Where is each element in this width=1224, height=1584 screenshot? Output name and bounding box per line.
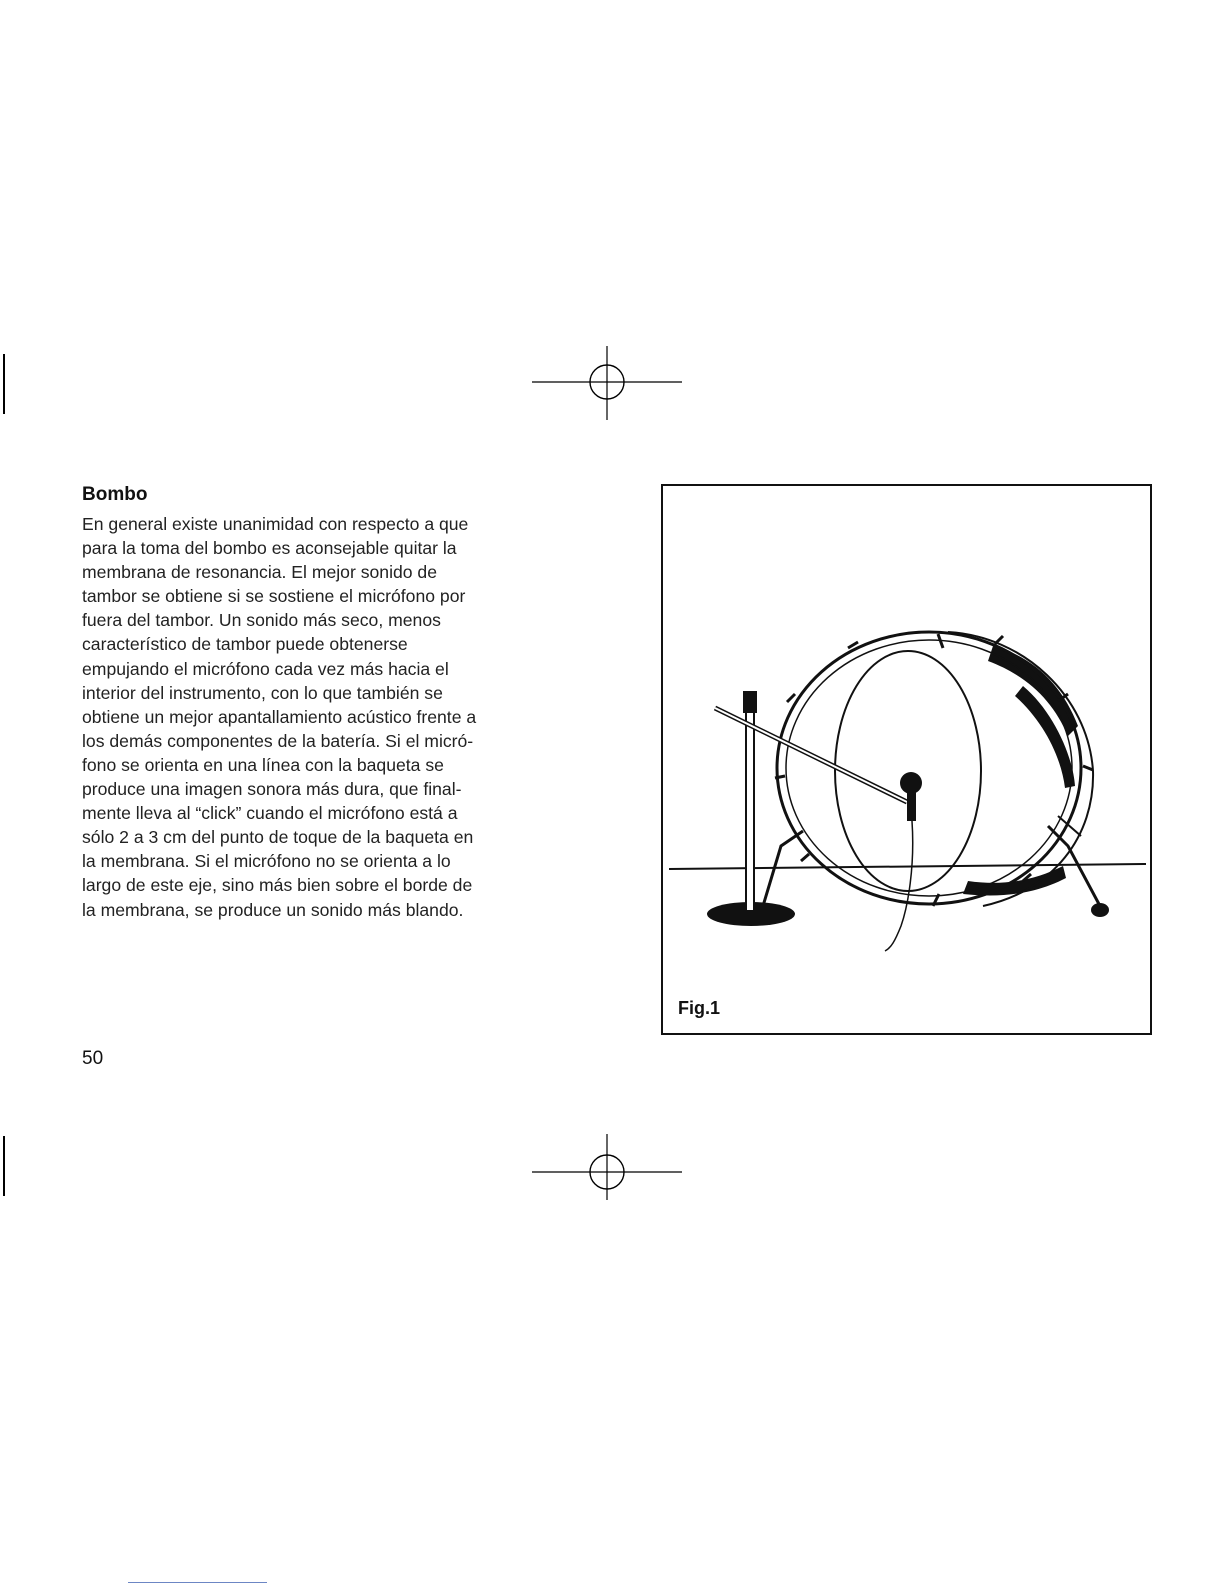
registration-mark-bottom-icon <box>532 1134 682 1200</box>
paragraph-line: obtiene un mejor apantallamiento acústico frente a <box>82 706 477 727</box>
paragraph-line: para la toma del bombo es aconsejable quitar la <box>82 538 457 559</box>
paragraph-line: interior del instrumento, con lo que también se <box>82 682 443 703</box>
paragraph-line: los demás componentes de la batería. Si el micró- <box>82 730 474 751</box>
section-heading: Bombo <box>82 484 148 505</box>
paragraph-line: fuera del tambor. Un sonido más seco, menos <box>82 610 441 631</box>
figure-box <box>661 484 1152 1035</box>
paragraph-line: empujando el micrófono cada vez más hacia el <box>82 658 449 679</box>
paragraph-line: En general existe unanimidad con respecto a que <box>82 514 469 534</box>
paragraph-line: largo de este eje, sino más bien sobre el borde de <box>82 875 473 896</box>
paragraph-line: tambor se obtiene si se sostiene el micrófono por <box>82 586 466 607</box>
figure-caption: Fig.1 <box>678 998 721 1018</box>
footer-rule <box>128 1582 267 1583</box>
crop-mark-bottom-left <box>3 1136 5 1196</box>
paragraph-line: produce una imagen sonora más dura, que final- <box>82 779 462 800</box>
paragraph-line: la membrana. Si el micrófono no se orienta a lo <box>82 851 451 872</box>
registration-mark-top-icon <box>532 346 682 420</box>
body-paragraph <box>82 512 572 922</box>
paragraph-line: característico de tambor puede obtenerse <box>82 634 408 655</box>
bass-drum-with-microphone-illustration-icon <box>663 486 1150 1033</box>
paragraph-line: membrana de resonancia. El mejor sonido de <box>82 562 438 583</box>
page-number: 50 <box>82 1048 104 1069</box>
crop-mark-top-left <box>3 354 5 414</box>
paragraph-line: mente lleva al “click” cuando el micrófono está a <box>82 803 458 824</box>
paragraph-line: sólo 2 a 3 cm del punto de toque de la baqueta en <box>82 827 474 848</box>
paragraph-line: fono se orienta en una línea con la baqueta se <box>82 754 444 775</box>
paragraph-line: la membrana, se produce un sonido más blando. <box>82 899 464 920</box>
